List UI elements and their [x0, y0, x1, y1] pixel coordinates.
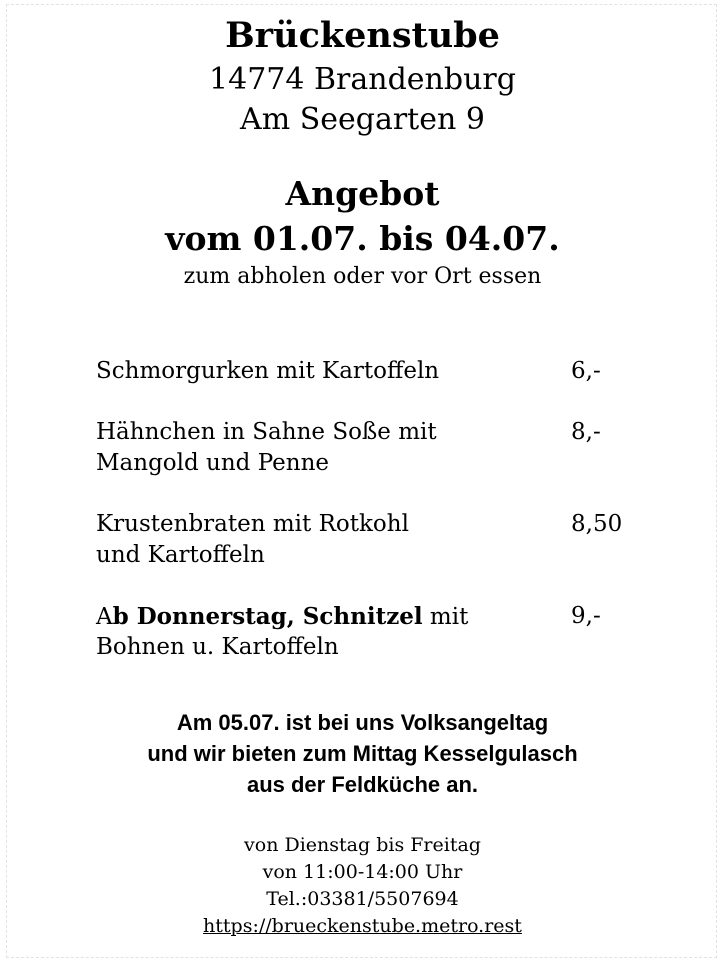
dish-name-highlight: b Donnerstag, Schnitzel	[112, 603, 423, 630]
dish-name: Krustenbraten mit Rotkohl	[96, 511, 409, 537]
page-border	[6, 4, 717, 958]
special-notice	[0, 707, 725, 800]
dish-name: Hähnchen in Sahne Soße mit	[96, 419, 437, 445]
footer-info	[0, 832, 725, 940]
restaurant-name: Brückenstube	[225, 15, 500, 56]
dish-name-line2: Bohnen u. Kartoffeln	[96, 634, 339, 660]
dish-name-suffix: mit	[422, 604, 469, 630]
dish-price: 8,-	[571, 419, 601, 445]
opening-hours: von 11:00-14:00 Uhr	[262, 861, 463, 883]
dish-price: 6,-	[571, 358, 601, 384]
offer-subtitle: zum abholen oder vor Ort essen	[183, 264, 542, 289]
address-street: Am Seegarten 9	[240, 102, 485, 137]
notice-line: aus der Feldküche an.	[246, 772, 479, 797]
notice-line: und wir bieten zum Mittag Kesselgulasch	[147, 741, 578, 766]
dish-name-prefix: A	[96, 604, 113, 630]
offer-dates: vom 01.07. bis 04.07.	[165, 219, 560, 258]
dish-price: 9,-	[571, 603, 601, 629]
offer-title: Angebot	[285, 174, 440, 213]
notice-line: Am 05.07. ist bei uns Volksangeltag	[176, 710, 549, 735]
dish-name	[96, 601, 516, 633]
opening-days: von Dienstag bis Freitag	[244, 834, 481, 856]
dish-price: 8,50	[571, 511, 623, 537]
website-link[interactable]: https://brueckenstube.metro.rest	[203, 915, 522, 937]
dish-name-line2: Mangold und Penne	[96, 450, 329, 476]
dish-name: Schmorgurken mit Kartoffeln	[96, 358, 440, 384]
dish-name-line2: und Kartoffeln	[96, 542, 265, 568]
address-city: 14774 Brandenburg	[209, 62, 516, 97]
phone-number: Tel.:03381/5507694	[266, 888, 459, 910]
